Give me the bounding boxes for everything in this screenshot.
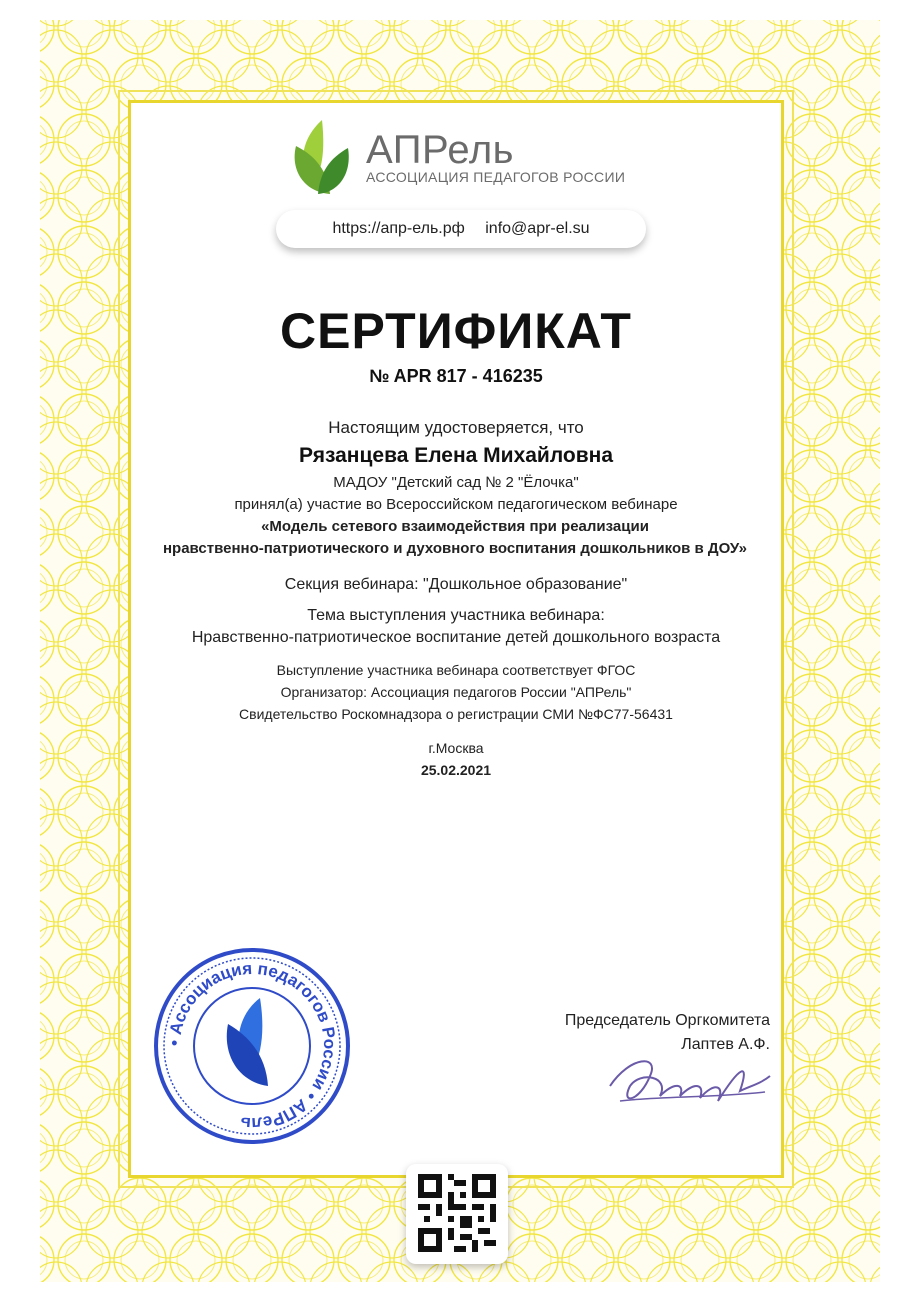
fgos-note: Выступление участника вебинара соответствует ФГОС <box>276 662 636 678</box>
logo-name: АПРель <box>366 128 514 172</box>
email-link[interactable]: info@apr-el.su <box>485 220 590 237</box>
leaf-logo-icon <box>290 118 352 196</box>
certificate-number: № APR 817 - 416235 <box>369 366 543 386</box>
handwritten-signature <box>600 1046 780 1116</box>
topic-text: Нравственно-патриотическое воспитание детей дошкольного возраста <box>191 629 721 646</box>
signer-name: Лаптев А.Ф. <box>681 1036 770 1053</box>
contacts-pill <box>276 210 646 248</box>
organization: МАДОУ "Детский сад № 2 "Ёлочка" <box>333 474 579 491</box>
webinar-section: Секция вебинара: "Дошкольное образование" <box>284 576 628 593</box>
organization-stamp <box>152 946 352 1146</box>
stamp-text: • Ассоциация педагогов России • АПРель <box>164 958 340 1134</box>
webinar-title-line2: нравственно-патриотического и духовного воспитания дошкольников в ДОУ» <box>162 540 747 557</box>
issue-date: 25.02.2021 <box>420 762 492 778</box>
website-link[interactable]: https://апр-ель.рф <box>332 220 465 237</box>
city: г.Москва <box>428 740 484 756</box>
webinar-title-line1: «Модель сетевого взаимодействия при реализации <box>261 518 649 535</box>
certificate-title: СЕРТИФИКАТ <box>280 303 632 359</box>
logo-subtitle: АССОЦИАЦИЯ ПЕДАГОГОВ РОССИИ <box>366 169 626 185</box>
topic-label: Тема выступления участника вебинара: <box>307 607 605 624</box>
recipient-name: Рязанцева Елена Михайловна <box>298 444 614 467</box>
signer-position: Председатель Оргкомитета <box>564 1012 770 1029</box>
organizer-note: Организатор: Ассоциация педагогов России "АПРель" <box>280 684 632 700</box>
intro-text: Настоящим удостоверяется, что <box>328 418 584 437</box>
qr-code-icon[interactable] <box>418 1174 496 1252</box>
qr-code-card <box>406 1164 508 1264</box>
participation-text: принял(а) участие во Всероссийском педагогическом вебинаре <box>234 496 678 513</box>
registration-note: Свидетельство Роскомнадзора о регистрации СМИ №ФС77-56431 <box>239 706 673 722</box>
